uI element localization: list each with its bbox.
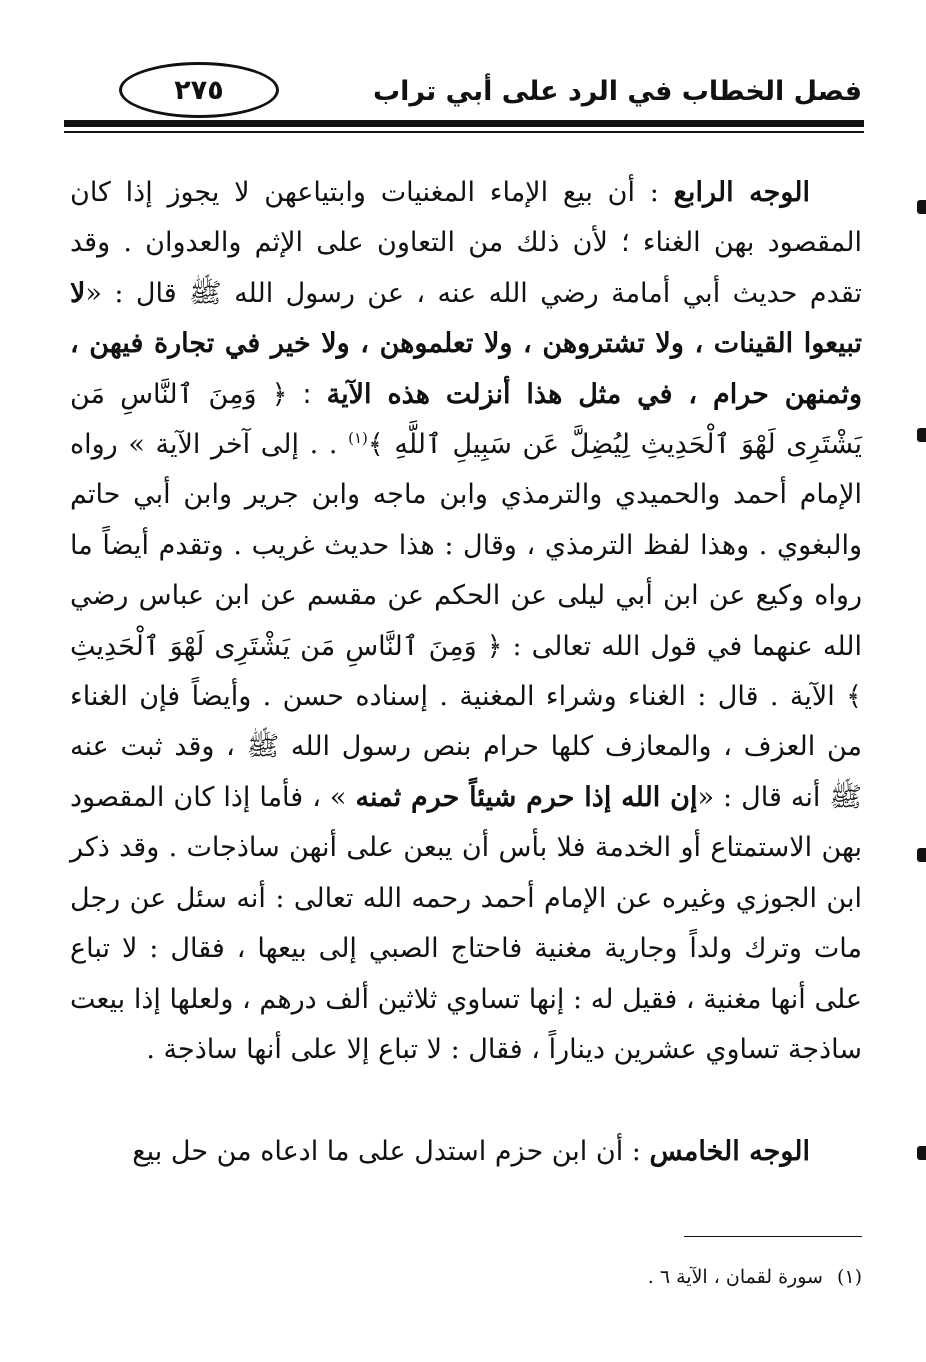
paragraph-fifth-aspect: [70, 1127, 862, 1177]
quran-quote: ﴿ وَمِنَ ٱلنَّاسِ مَن يَشْتَرِى لَهْوَ ٱلْحَدِيثِ ﴾: [70, 630, 862, 713]
text-run: : أن بيع الإماء المغنيات وابتياعهن لا يجوز إذا كان المقصود بهن الغناء ؛ لأن ذلك من التعاون على الإثم والعدوان . وقد تقدم حديث أبي أمامة رضي الله عنه ، عن رسول الله ﷺ قال : «: [70, 177, 862, 309]
page-number: ٢٧٥: [174, 74, 224, 106]
quran-quote: : ﴿ وَمِنَ ٱلنَّاسِ مَن يَشْتَرِى لَهْوَ ٱلْحَدِيثِ لِيُضِلَّ عَن سَبِيلِ ٱللَّهِ ﴾: [70, 378, 862, 461]
footnote: [648, 1266, 862, 1288]
page-header: [64, 62, 864, 132]
edge-mark: [917, 200, 926, 214]
header-rule-thick: [64, 120, 864, 127]
text-run: » ، فأما إذا كان المقصود بهن الاستمتاع أو الخدمة فلا بأس أن يبعن على أنهن ساذجات . وقد ذكر ابن الجوزي وغيره عن الإمام أحمد رحمه الله تعالى : أنه سئل عن رجل مات وترك ولداً وجارية مغنية فاحتاج الصبي إلى بيعها ، فقال : لا تباع على أنها مغنية ، فقيل له : إنها تساوي ثلاثين ألف درهم ، ولعلها إذا بيعت ساذجة تساوي عشرين ديناراً ، فقال : لا تباع إلا على أنها ساذجة .: [70, 781, 862, 1065]
footnote-mark: (١): [836, 1266, 862, 1288]
paragraph-fourth-aspect: [70, 168, 862, 1075]
footnote-separator: [684, 1236, 862, 1237]
main-text: [70, 168, 862, 1178]
edge-mark: [917, 428, 926, 442]
running-title: فصل الخطاب في الرد على أبي تراب: [372, 76, 862, 107]
header-rule-thin: [64, 131, 864, 133]
edge-mark: [917, 1146, 926, 1160]
section-heading-fourth: الوجه الرابع: [673, 177, 810, 208]
text-run: الآية . قال : الغناء وشراء المغنية . إسناده حسن . وأيضاً فإن الغناء من العزف ، والمعازف كلها حرام بنص رسول الله ﷺ ، وقد ثبت عنه ﷺ أنه قال : «: [70, 681, 862, 813]
section-heading-fifth: الوجه الخامس: [649, 1136, 810, 1168]
hadith-quote: لا تبيعوا القينات ، ولا تشتروهن ، ولا تعلموهن ، ولا خير في تجارة فيهن ، وثمنهن حرام ، في مثل هذا أنزلت هذه الآية: [70, 277, 862, 410]
page-number-oval: [119, 62, 279, 118]
text-run: . . إلى آخر الآية » رواه الإمام أحمد والحميدي والترمذي وابن ماجه وابن جرير وابن أبي حاتم والبغوي . وهذا لفظ الترمذي ، وقال : هذا حديث غريب . وتقدم أيضاً ما رواه وكيع عن ابن أبي ليلى عن الحكم عن مقسم عن ابن عباس رضي الله عنهما في قول الله تعالى :: [70, 429, 862, 662]
footnote-text: سورة لقمان ، الآية ٦ .: [647, 1266, 823, 1288]
edge-mark: [917, 848, 926, 862]
footnote-reference: (١): [348, 429, 368, 448]
text-run: : أن ابن حزم استدل على ما ادعاه من حل بيع: [132, 1136, 650, 1168]
hadith-quote: إن الله إذا حرم شيئاً حرم ثمنه: [355, 781, 698, 813]
